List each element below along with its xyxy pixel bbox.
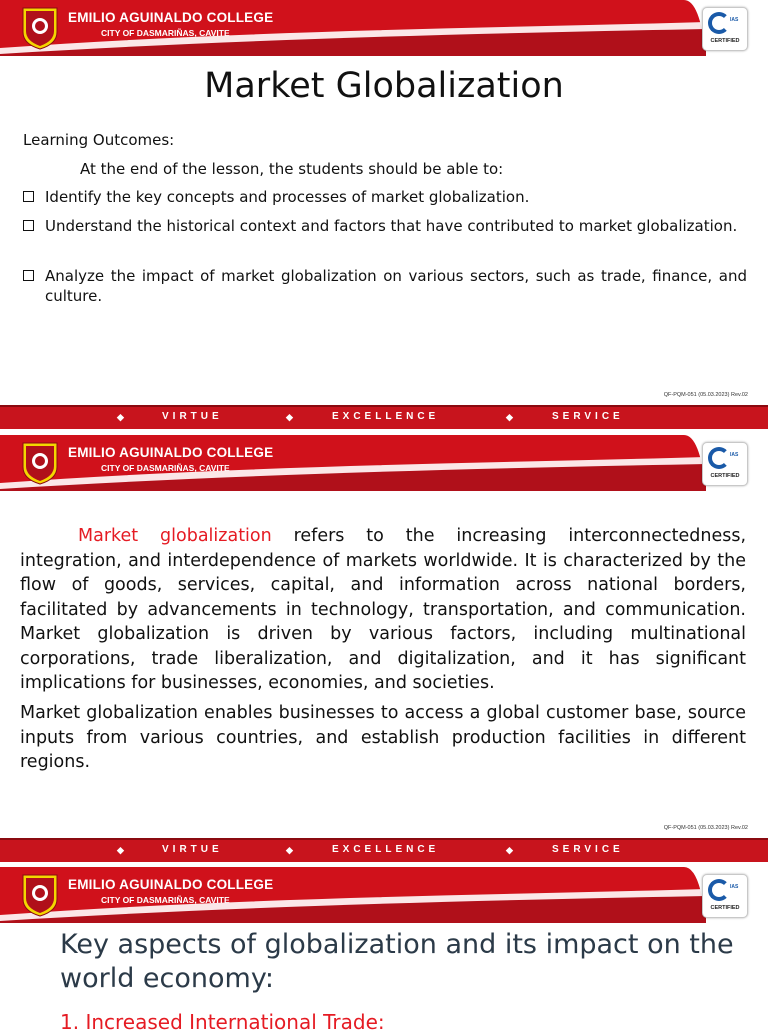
college-city: CITY OF DASMARIÑAS, CAVITE bbox=[101, 895, 230, 905]
outcomes-intro: At the end of the lesson, the students should be able to: bbox=[80, 160, 504, 178]
certified-label: CERTIFIED bbox=[710, 905, 740, 911]
outcome-item: Identify the key concepts and processes of market globalization. bbox=[23, 187, 747, 207]
definition-text: refers to the increasing interconnectedness, integration, and interdependence of markets worldwide. It is characterized by the flow of goods, services, capital, and information across national borders, facilitated by advancements in technology, transportation, and communication. Market globalization is driven by various factors, including multinational corporations, trade liberalization, and digitalization, and it has significant implications for businesses, economies, and societies. bbox=[20, 526, 747, 693]
motto-bar bbox=[0, 838, 768, 862]
certification-ring-icon bbox=[708, 12, 730, 34]
slide-title: Market Globalization bbox=[204, 66, 564, 106]
certification-ring-icon bbox=[708, 447, 730, 469]
slide-header bbox=[0, 435, 768, 491]
motto-service: SERVICE bbox=[552, 411, 624, 422]
diamond-icon: ◆ bbox=[117, 412, 124, 422]
slide-1 bbox=[0, 0, 768, 433]
motto-service: SERVICE bbox=[552, 844, 624, 855]
college-seal-icon bbox=[20, 441, 60, 485]
slide-header bbox=[0, 0, 768, 56]
slide-header bbox=[0, 867, 768, 923]
college-city: CITY OF DASMARIÑAS, CAVITE bbox=[101, 28, 230, 38]
college-seal-icon bbox=[20, 6, 60, 50]
motto-virtue: VIRTUE bbox=[162, 411, 223, 422]
motto-excellence: EXCELLENCE bbox=[332, 411, 440, 422]
slide-footer bbox=[0, 825, 768, 863]
outcome-item: Understand the historical context and factors that have contributed to market globalization. bbox=[23, 216, 747, 236]
certification-mark: IAS bbox=[730, 884, 739, 890]
certification-ring-icon bbox=[708, 879, 730, 901]
certification-badge bbox=[702, 7, 748, 51]
motto-virtue: VIRTUE bbox=[162, 844, 223, 855]
list-item: 1. Increased International Trade: bbox=[60, 1010, 385, 1034]
document-code: QF-PQM-051 (05.03.2023) Rev.02 bbox=[663, 392, 748, 398]
checkbox-bullet-icon bbox=[23, 191, 34, 202]
certified-label: CERTIFIED bbox=[710, 473, 740, 479]
college-name: EMILIO AGUINALDO COLLEGE bbox=[68, 877, 274, 892]
highlight-term: Market globalization bbox=[78, 526, 272, 546]
slide-2 bbox=[0, 435, 768, 863]
diamond-icon: ◆ bbox=[286, 412, 293, 422]
college-name: EMILIO AGUINALDO COLLEGE bbox=[68, 10, 274, 25]
learning-outcomes-label: Learning Outcomes: bbox=[23, 131, 175, 149]
motto-excellence: EXCELLENCE bbox=[332, 844, 440, 855]
college-seal-icon bbox=[20, 873, 60, 917]
certification-badge bbox=[702, 874, 748, 918]
certification-mark: IAS bbox=[730, 452, 739, 458]
diamond-icon: ◆ bbox=[506, 412, 513, 422]
college-city: CITY OF DASMARIÑAS, CAVITE bbox=[101, 463, 230, 473]
diamond-icon: ◆ bbox=[506, 845, 513, 855]
diamond-icon: ◆ bbox=[117, 845, 124, 855]
outcome-item: Analyze the impact of market globalization on various sectors, such as trade, finance, and culture. bbox=[23, 266, 747, 306]
motto-bar bbox=[0, 405, 768, 429]
checkbox-bullet-icon bbox=[23, 220, 34, 231]
certification-mark: IAS bbox=[730, 17, 739, 23]
college-name: EMILIO AGUINALDO COLLEGE bbox=[68, 445, 274, 460]
checkbox-bullet-icon bbox=[23, 270, 34, 281]
diamond-icon: ◆ bbox=[286, 845, 293, 855]
document-code: QF-PQM-051 (05.03.2023) Rev.02 bbox=[663, 825, 748, 831]
benefits-paragraph: Market globalization enables businesses to access a global customer base, source inputs from various countries, and establish production facilities in different regions. bbox=[20, 703, 746, 772]
certified-label: CERTIFIED bbox=[710, 38, 740, 44]
definition-paragraph bbox=[20, 524, 746, 696]
certification-badge bbox=[702, 442, 748, 486]
section-heading: Key aspects of globalization and its impact on the world economy: bbox=[60, 929, 734, 994]
slide-footer bbox=[0, 392, 768, 433]
